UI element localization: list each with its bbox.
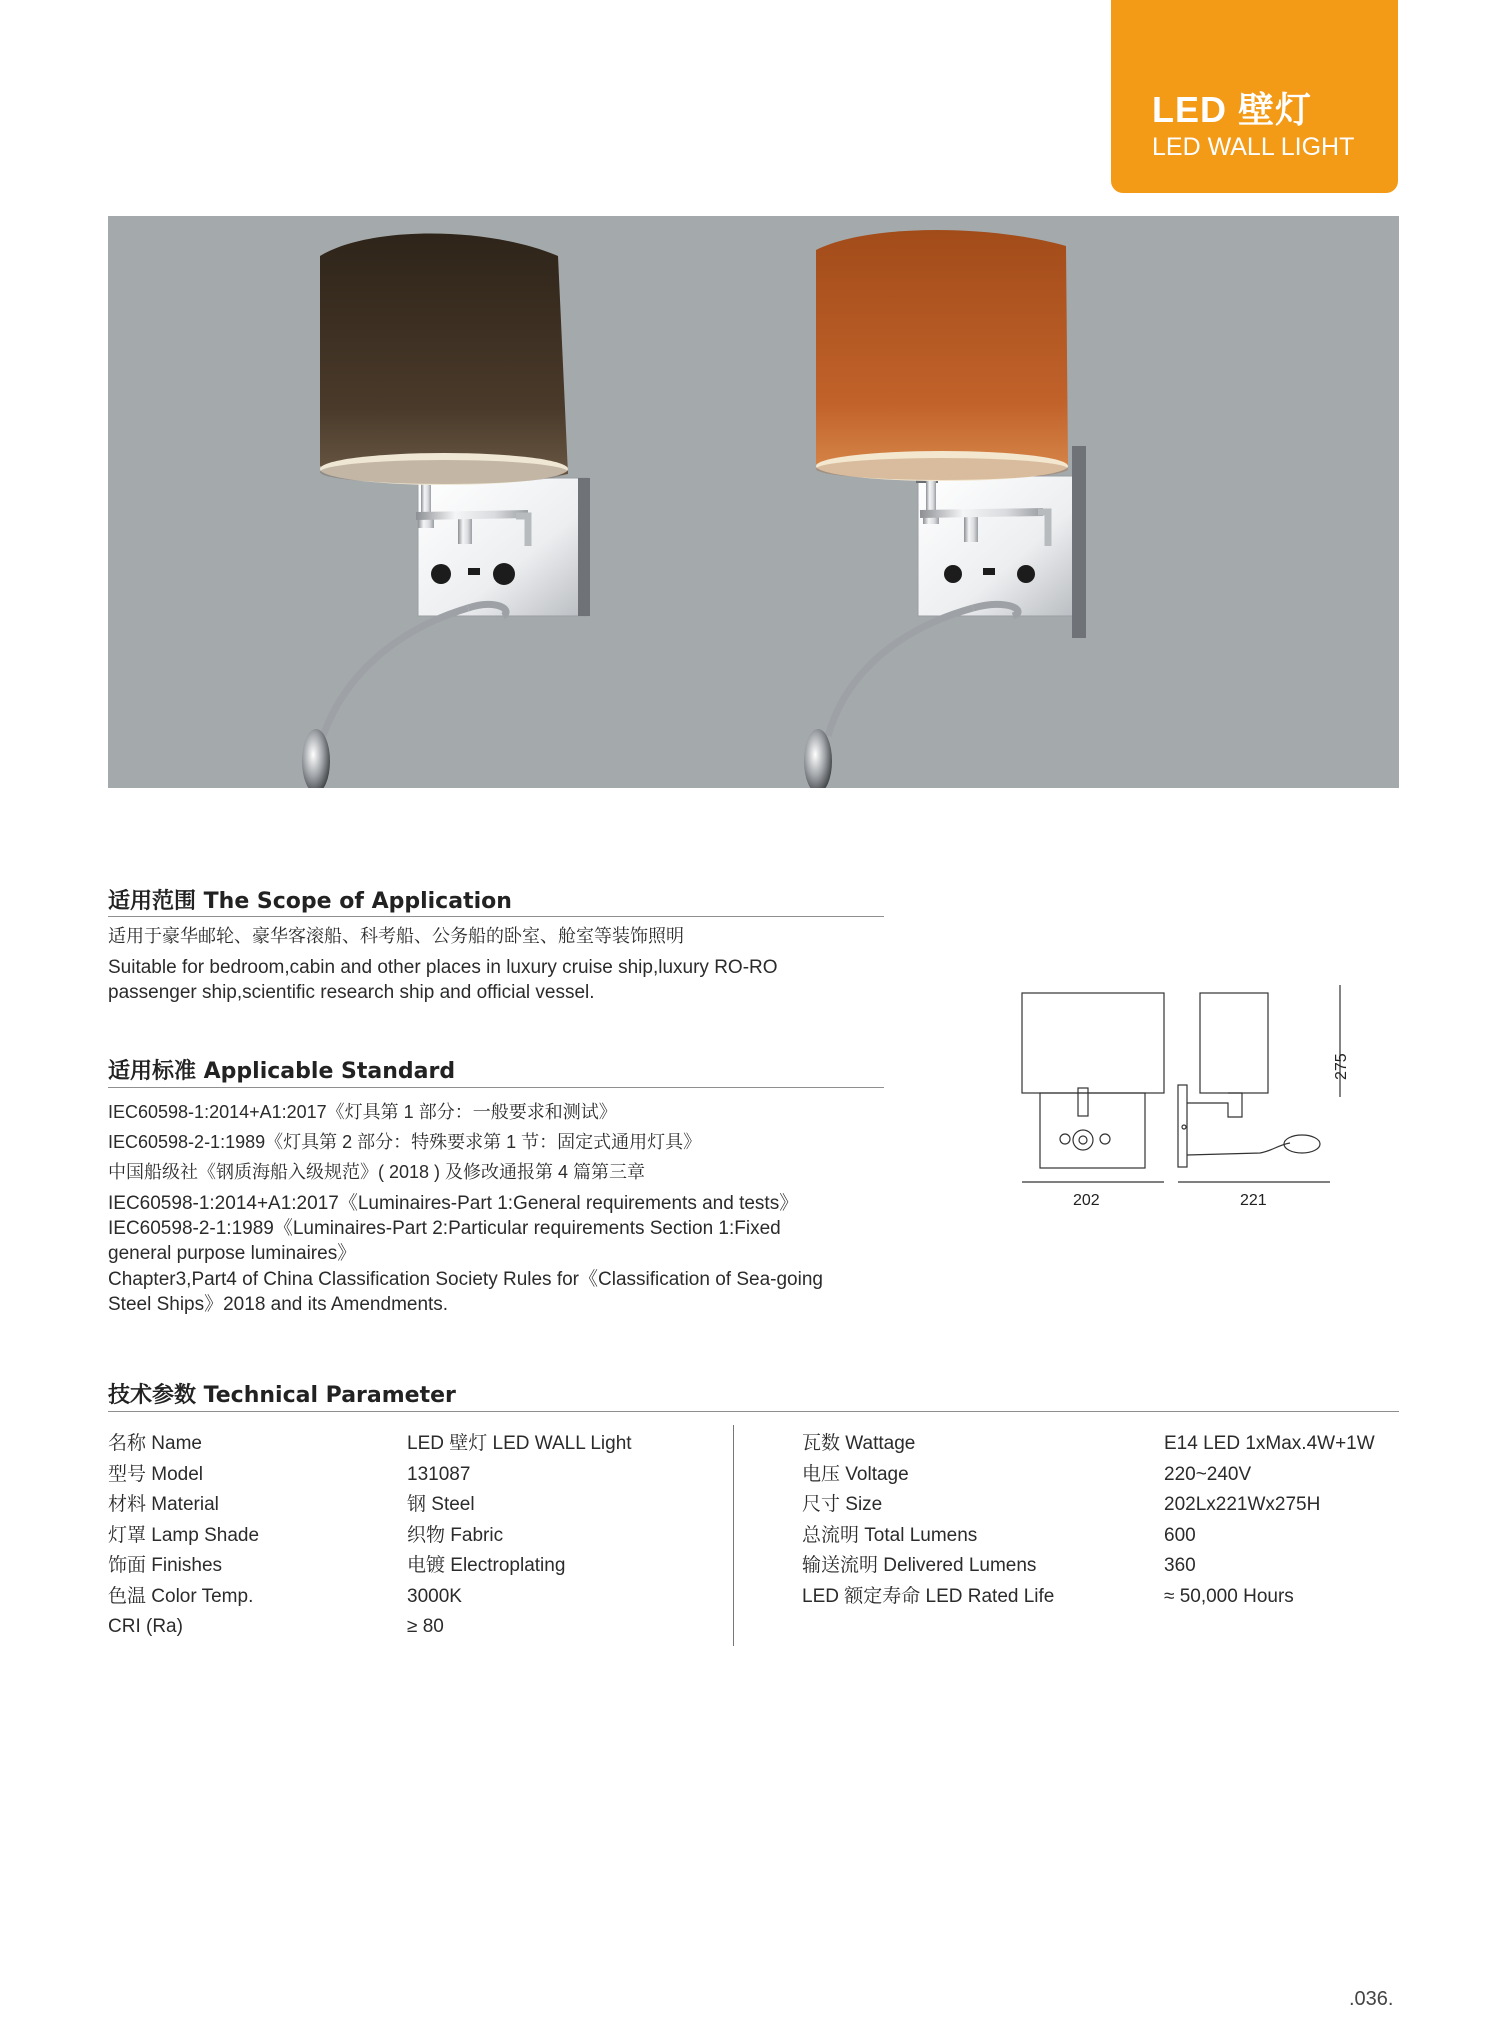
- product-photo: [108, 216, 1399, 788]
- param-value: 电镀 Electroplating: [407, 1555, 566, 1576]
- category-title-zh: LED 壁灯: [1152, 89, 1313, 130]
- param-value: 220~240V: [1164, 1463, 1252, 1485]
- param-label: 材料 Material: [108, 1494, 219, 1515]
- dim-height: 275: [1333, 1053, 1350, 1080]
- param-label: 瓦数 Wattage: [802, 1433, 916, 1454]
- standard-heading: 适用标准 Applicable Standard: [108, 1059, 456, 1084]
- param-value: ≥ 80: [407, 1616, 444, 1637]
- param-label: 型号 Model: [108, 1463, 204, 1485]
- param-value: 360: [1164, 1555, 1196, 1576]
- params-right-labels: [802, 1429, 1054, 1612]
- page-number: .036.: [1349, 1988, 1394, 2010]
- dim-width: 202: [1073, 1192, 1100, 1209]
- scope-rule: [108, 916, 884, 917]
- param-value: 131087: [407, 1463, 471, 1485]
- params-left-values: [407, 1429, 632, 1643]
- param-label: 饰面 Finishes: [108, 1555, 223, 1576]
- standard-rule: [108, 1087, 884, 1088]
- side-shade-outline: [1200, 993, 1268, 1093]
- param-label: 灯罩 Lamp Shade: [108, 1524, 260, 1546]
- param-label: LED 额定寿命 LED Rated Life: [802, 1585, 1055, 1607]
- standard-line: Steel Ships》2018 and its Amendments.: [108, 1294, 449, 1315]
- standard-line: IEC60598-1:2014+A1:2017《Luminaires-Part 1:General requirements and tests》: [108, 1193, 799, 1214]
- param-value: LED 壁灯 LED WALL Light: [407, 1433, 632, 1454]
- standard-line: IEC60598-2-1:1989《灯具第 2 部分：特殊要求第 1 节：固定式通用灯具》: [108, 1132, 702, 1152]
- front-stem: [1078, 1088, 1088, 1116]
- param-label: 名称 Name: [108, 1433, 202, 1454]
- standard-line: IEC60598-2-1:1989《Luminaires-Part 2:Particular requirements Section 1:Fixed: [108, 1218, 781, 1239]
- scope-text-en-1: Suitable for bedroom,cabin and other places in luxury cruise ship,luxury RO-RO: [108, 957, 778, 978]
- param-value: 600: [1164, 1524, 1196, 1546]
- category-tag: [1111, 0, 1398, 193]
- param-label: CRI (Ra): [108, 1616, 183, 1637]
- param-value: 202Lx221Wx275H: [1164, 1494, 1321, 1515]
- param-value: 钢 Steel: [407, 1494, 475, 1515]
- dimension-drawing: [1010, 985, 1350, 1205]
- standard-line: IEC60598-1:2014+A1:2017《灯具第 1 部分：一般要求和测试》: [108, 1102, 617, 1122]
- standard-line: 中国船级社《钢质海船入级规范》( 2018 ) 及修改通报第 4 篇第三章: [108, 1162, 646, 1182]
- params-divider: [733, 1425, 734, 1646]
- param-value: 织物 Fabric: [407, 1524, 504, 1546]
- param-label: 电压 Voltage: [802, 1463, 909, 1485]
- wall-lights-illustration: [108, 216, 1399, 788]
- param-value: 3000K: [407, 1585, 462, 1607]
- category-title-en: LED WALL LIGHT: [1152, 133, 1355, 161]
- param-value: E14 LED 1xMax.4W+1W: [1164, 1433, 1375, 1454]
- front-plate-outline: [1040, 1093, 1145, 1168]
- scope-heading: 适用范围 The Scope of Application: [108, 889, 512, 914]
- standard-line: Chapter3,Part4 of China Classification Society Rules for《Classification of Sea-going: [108, 1269, 823, 1290]
- params-right-values: [1164, 1429, 1375, 1612]
- scope-text-zh: 适用于豪华邮轮、豪华客滚船、科考船、公务船的卧室、舱室等装饰照明: [108, 926, 684, 946]
- wall-lamp-orange: [804, 230, 1086, 788]
- param-value: ≈ 50,000 Hours: [1164, 1585, 1294, 1607]
- front-shade-outline: [1022, 993, 1164, 1093]
- dim-depth: 221: [1240, 1192, 1267, 1209]
- param-label: 尺寸 Size: [802, 1494, 883, 1515]
- params-rule: [108, 1411, 1399, 1412]
- wall-lamp-dark: [302, 234, 590, 789]
- param-label: 输送流明 Delivered Lumens: [802, 1555, 1037, 1576]
- params-left-labels: [108, 1429, 259, 1643]
- params-heading: 技术参数 Technical Parameter: [108, 1383, 456, 1408]
- standard-line: general purpose luminaires》: [108, 1243, 357, 1264]
- scope-text-en-2: passenger ship,scientific research ship and official vessel.: [108, 982, 595, 1003]
- param-label: 总流明 Total Lumens: [802, 1524, 978, 1546]
- param-label: 色温 Color Temp.: [108, 1585, 254, 1607]
